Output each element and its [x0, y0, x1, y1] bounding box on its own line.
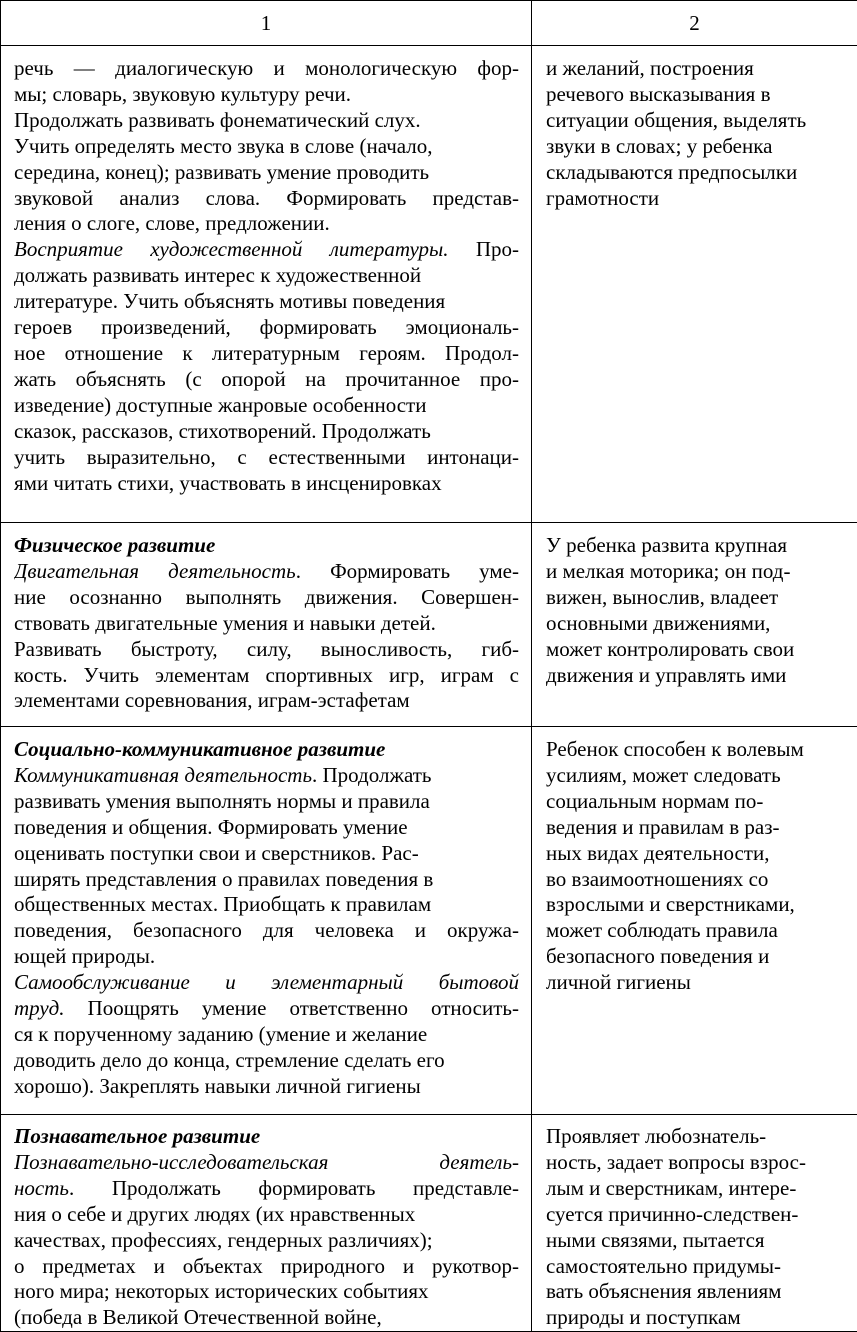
line-text: учить выразительно, с естественными интонаци- [14, 445, 519, 469]
text-line [546, 533, 845, 559]
text-line [14, 393, 519, 419]
line-text: ния о себе и других людях (их нравственных [14, 1202, 415, 1226]
subsection-title: Двигательная деятельность [14, 559, 296, 583]
text-line [546, 763, 845, 789]
line-text: . Продолжать [312, 763, 432, 787]
line-text: и мелкая моторика; он под- [546, 559, 790, 583]
line-text: хорошо). Закреплять навыки личной гигиены [14, 1074, 421, 1098]
text-line [546, 585, 845, 611]
line-text: Продолжать развивать фонематический слух. [14, 108, 421, 132]
content-cell [1, 46, 532, 523]
line-text: основными движениями, [546, 611, 770, 635]
text-line [546, 815, 845, 841]
text-line [14, 867, 519, 893]
line-text: изведение) доступные жанровые особенности [14, 393, 426, 417]
table-row [1, 523, 857, 727]
line-text: может контролировать свои [546, 637, 794, 661]
outcome-cell [532, 1115, 857, 1332]
line-text: ведения и правилам в раз- [546, 815, 780, 839]
line-text: и желаний, построения [546, 56, 754, 80]
line-text: самостоятельно придумы- [546, 1254, 781, 1278]
subsection-title: Коммуникативная деятельность [14, 763, 312, 787]
table-row [1, 1115, 857, 1332]
line-text: элементами соревнования, играм-эстафетам [14, 688, 410, 712]
text-line [14, 289, 519, 315]
line-text: середина, конец); развивать умение проводить [14, 160, 429, 184]
text-line [546, 186, 845, 212]
outcome-cell [532, 727, 857, 1115]
subsection-title: ность [14, 1176, 69, 1200]
line-text: может соблюдать правила [546, 918, 778, 942]
text-line [14, 585, 519, 611]
line-text: ствовать двигательные умения и навыки детей. [14, 611, 436, 635]
subsection-title: Самообслуживание и элементарный бытовой [14, 970, 519, 994]
line-text: взрослыми и сверстниками, [546, 892, 795, 916]
line-text: ных видах деятельности, [546, 841, 769, 865]
text-line [546, 841, 845, 867]
text-line [546, 789, 845, 815]
column-header-1: 1 [1, 1, 532, 46]
content-cell [1, 523, 532, 727]
line-text: Проявляет любознатель- [546, 1124, 766, 1148]
text-line [14, 789, 519, 815]
line-text: кость. Учить элементам спортивных игр, играм с [14, 663, 519, 687]
text-line [546, 82, 845, 108]
table-row [1, 46, 857, 523]
header-row [1, 1, 857, 46]
line-text: . Продолжать формировать представле- [69, 1176, 519, 1200]
text-line [546, 56, 845, 82]
line-text: ное отношение к литературным героям. Продол- [14, 341, 519, 365]
text-line [14, 663, 519, 689]
line-text: безопасного поведения и [546, 944, 769, 968]
text-line [14, 611, 519, 637]
text-line [14, 186, 519, 212]
text-line [546, 1124, 845, 1150]
text-line [14, 419, 519, 445]
text-line [14, 892, 519, 918]
line-text: оценивать поступки свои и сверстников. Рас- [14, 841, 419, 865]
text-line [14, 160, 519, 186]
text-line [14, 315, 519, 341]
line-text: литературе. Учить объяснять мотивы поведения [14, 289, 445, 313]
text-line [546, 1305, 845, 1331]
line-text: Учить определять место звука в слове (начало, [14, 134, 433, 158]
line-text: ширять представления о правилах поведения в [14, 867, 433, 891]
text-line [14, 1279, 519, 1305]
line-text: вижен, вынослив, владеет [546, 585, 778, 609]
line-text: ющей природы. [14, 944, 155, 968]
text-line [546, 611, 845, 637]
text-line [546, 918, 845, 944]
text-line [14, 134, 519, 160]
text-line [14, 1305, 519, 1331]
text-line [14, 341, 519, 367]
text-line [546, 737, 845, 763]
line-text: лым и сверстникам, интере- [546, 1176, 796, 1200]
text-line [14, 237, 519, 263]
line-text: поведения и общения. Формировать умение [14, 815, 408, 839]
text-line [546, 1228, 845, 1254]
line-text: о предметах и объектах природного и рукотвор- [14, 1254, 519, 1278]
text-line [14, 763, 519, 789]
line-text: качествах, профессиях, гендерных различиях); [14, 1228, 433, 1252]
line-text: Развивать быстроту, силу, выносливость, гиб- [14, 637, 519, 661]
line-text: . Формировать уме- [296, 559, 519, 583]
text-line [14, 211, 519, 237]
text-line [14, 815, 519, 841]
line-text: У ребенка развита крупная [546, 533, 787, 557]
line-text: общественных местах. Приобщать к правилам [14, 892, 431, 916]
line-text: суется причинно-следствен- [546, 1202, 798, 1226]
line-text: движения и управлять ими [546, 663, 786, 687]
text-line [14, 471, 519, 497]
line-text: ние осознанно выполнять движения. Совершен- [14, 585, 519, 609]
text-line [14, 1074, 519, 1100]
text-line [546, 867, 845, 893]
text-line [546, 1202, 845, 1228]
line-text: грамотности [546, 186, 659, 210]
outcome-cell [532, 46, 857, 523]
section-heading [14, 533, 519, 559]
text-line [14, 108, 519, 134]
text-line [14, 918, 519, 944]
line-text: во взаимоотношениях со [546, 867, 768, 891]
content-cell [1, 1115, 532, 1332]
subsection-title: Познавательно-исследовательская деятель- [14, 1150, 519, 1174]
text-line [14, 841, 519, 867]
text-line [14, 1254, 519, 1280]
line-text: должать развивать интерес к художественной [14, 263, 421, 287]
subsection-title: труд. [14, 996, 65, 1020]
line-text: сказок, рассказов, стихотворений. Продолжать [14, 419, 431, 443]
text-line [546, 944, 845, 970]
text-line [14, 688, 519, 714]
line-text: ления о слоге, слове, предложении. [14, 211, 330, 235]
text-line [14, 1022, 519, 1048]
column-header-2: 2 [532, 1, 857, 46]
text-line [14, 637, 519, 663]
line-text: Поощрять умение ответственно относить- [65, 996, 519, 1020]
text-line [546, 663, 845, 689]
text-line [546, 1279, 845, 1305]
line-text: жать объяснять (с опорой на прочитанное про- [14, 367, 519, 391]
text-line [14, 1176, 519, 1202]
text-line [14, 367, 519, 393]
text-line [14, 1150, 519, 1176]
line-text: ность, задает вопросы взрос- [546, 1150, 806, 1174]
text-line [14, 970, 519, 996]
line-text: доводить дело до конца, стремление сделать его [14, 1048, 445, 1072]
line-text: Ребенок способен к волевым [546, 737, 804, 761]
line-text: личной гигиены [546, 970, 691, 994]
section-title: Познавательное развитие [14, 1124, 260, 1148]
outcome-cell [532, 523, 857, 727]
text-line [546, 1150, 845, 1176]
section-title: Социально-коммуникативное развитие [14, 737, 385, 761]
text-line [14, 1048, 519, 1074]
subsection-title: Восприятие художественной литературы. [14, 237, 449, 261]
line-text: поведения, безопасного для человека и окружа- [14, 918, 519, 942]
text-line [14, 263, 519, 289]
line-text: речь — диалогическую и монологическую фор- [14, 56, 519, 80]
text-line [546, 1254, 845, 1280]
table-row [1, 727, 857, 1115]
text-line [546, 1176, 845, 1202]
line-text: развивать умения выполнять нормы и правила [14, 789, 430, 813]
line-text: ями читать стихи, участвовать в инсценировках [14, 471, 442, 495]
line-text: ными связями, пытается [546, 1228, 765, 1252]
text-line [14, 1228, 519, 1254]
text-line [546, 559, 845, 585]
text-line [546, 637, 845, 663]
text-line [14, 996, 519, 1022]
line-text: звуковой анализ слова. Формировать представ- [14, 186, 519, 210]
text-line [14, 559, 519, 585]
text-line [546, 160, 845, 186]
line-text: вать объяснения явлениям [546, 1279, 781, 1303]
line-text: складываются предпосылки [546, 160, 797, 184]
line-text: ся к порученному заданию (умение и желание [14, 1022, 427, 1046]
line-text: природы и поступкам [546, 1305, 741, 1329]
text-line [546, 108, 845, 134]
text-line [546, 970, 845, 996]
text-line [14, 56, 519, 82]
line-text: речевого высказывания в [546, 82, 771, 106]
line-text: ситуации общения, выделять [546, 108, 806, 132]
line-text: (победа в Великой Отечественной войне, [14, 1305, 382, 1329]
content-cell [1, 727, 532, 1115]
line-text: Про- [449, 237, 519, 261]
line-text: героев произведений, формировать эмоциональ- [14, 315, 519, 339]
line-text: звуки в словах; у ребенка [546, 134, 772, 158]
line-text: ного мира; некоторых исторических событиях [14, 1279, 429, 1303]
section-title: Физическое развитие [14, 533, 215, 557]
text-line [14, 1202, 519, 1228]
line-text: усилиям, может следовать [546, 763, 781, 787]
line-text: мы; словарь, звуковую культуру речи. [14, 82, 351, 106]
text-line [14, 445, 519, 471]
section-heading [14, 1124, 519, 1150]
line-text: социальным нормам по- [546, 789, 763, 813]
text-line [14, 944, 519, 970]
text-line [546, 134, 845, 160]
text-line [546, 892, 845, 918]
section-heading [14, 737, 519, 763]
text-line [14, 82, 519, 108]
